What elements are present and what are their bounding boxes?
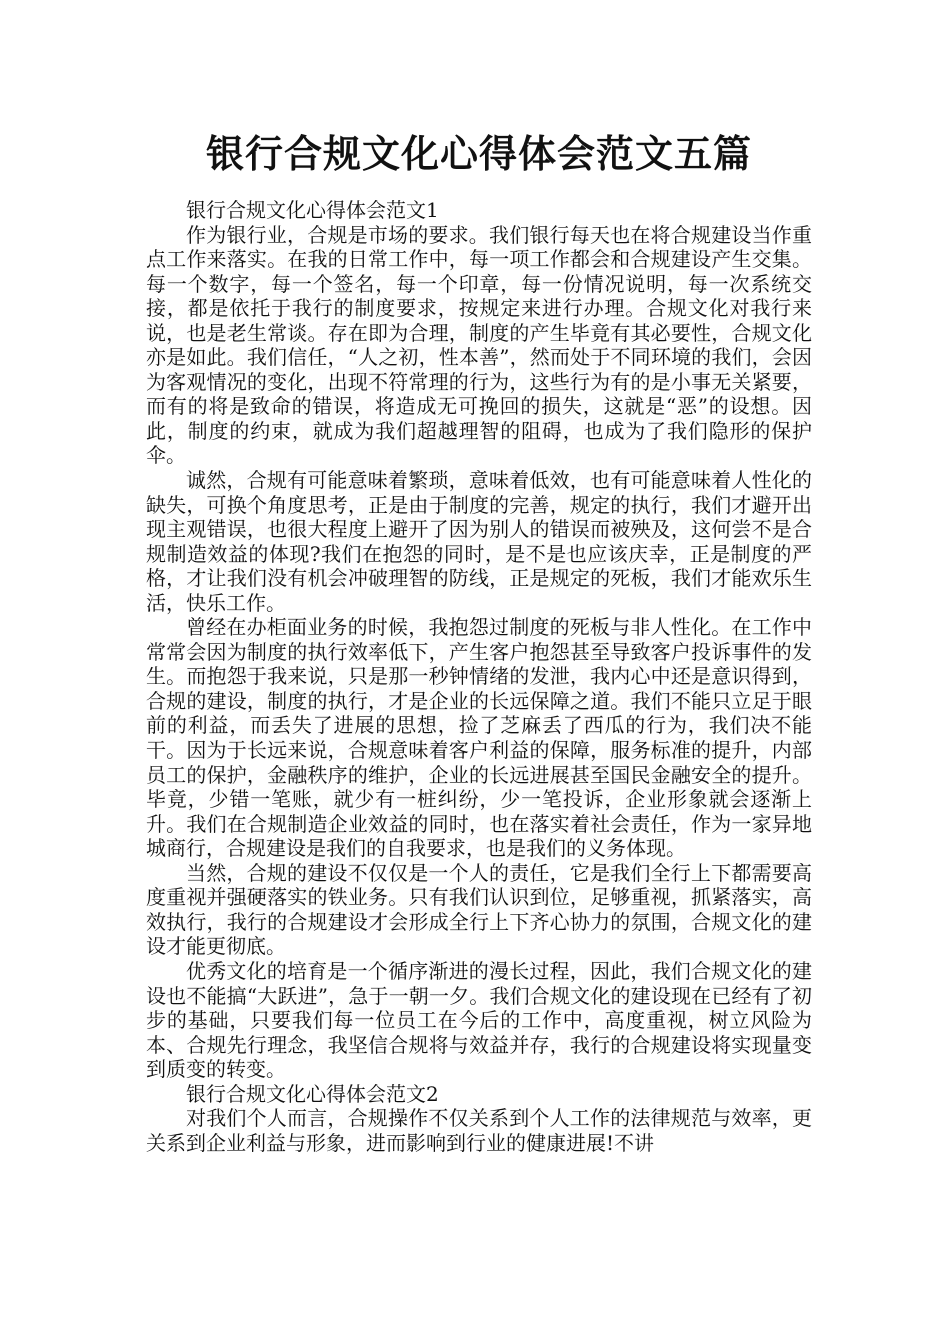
body-paragraph: 当然，合规的建设不仅仅是一个人的责任，它是我们全行上下都需要高度重视并强硬落实的铁业务。只有我们认识到位，足够重视，抓紧落实，高效执行，我行的合规建设才会形成全行上下齐心协力的氛围，合规文化的建设才能更彻底。 — [146, 860, 812, 959]
document-page — [146, 126, 812, 1155]
body-paragraph: 作为银行业，合规是市场的要求。我们银行每天也在将合规建设当作重点工作来落实。在我的日常工作中，每一项工作都会和合规建设产生交集。每一个数字，每一个签名，每一个印章，每一份情况说明，每一次系统交接，都是依托于我行的制度要求，按规定来进行办理。合规文化对我行来说，也是老生常谈。存在即为合理，制度的产生毕竟有其必要性，合规文化亦是如此。我们信任，“人之初，性本善”，然而处于不同环境的我们，会因为客观情况的变化，出现不符常理的行为，这些行为有的是小事无关紧要，而有的将是致命的错误，将造成无可挽回的损失，这就是“恶”的设想。因此，制度的约束，就成为我们超越理智的阻碍，也成为了我们隐形的保护伞。 — [146, 222, 812, 468]
section-heading-2: 银行合规文化心得体会范文2 — [186, 1081, 439, 1106]
body-paragraph: 诚然，合规有可能意味着繁琐，意味着低效，也有可能意味着人性化的缺失，可换个角度思考，正是由于制度的完善，规定的执行，我们才避开出现主观错误，也很大程度上避开了因为别人的错误而被殃及，这何尝不是合规制造效益的体现?我们在抱怨的同时，是不是也应该庆幸，正是制度的严格，才让我们没有机会冲破理智的防线，正是规定的死板，我们才能欢乐生活，快乐工作。 — [146, 468, 812, 615]
document-body — [146, 198, 812, 1155]
body-paragraph: 对我们个人而言，合规操作不仅关系到个人工作的法律规范与效率，更关系到企业利益与形象，进而影响到行业的健康进展!不讲 — [146, 1106, 812, 1155]
document-title: 银行合规文化心得体会范文五篇 — [205, 132, 752, 176]
section-heading-1: 银行合规文化心得体会范文1 — [186, 198, 439, 222]
body-paragraph: 曾经在办柜面业务的时候，我抱怨过制度的死板与非人性化。在工作中常常会因为制度的执行效率低下，产生客户抱怨甚至导致客户投诉事件的发生。而抱怨于我来说，只是那一秒钟情绪的发泄，我内心中还是意识得到，合规的建设，制度的执行，才是企业的长远保障之道。我们不能只立足于眼前的利益，而丢失了进展的思想，捡了芝麻丢了西瓜的行为，我们决不能干。因为于长远来说，合规意味着客户利益的保障，服务标准的提升，内部员工的保护，金融秩序的维护，企业的长远进展甚至国民金融安全的提升。毕竟，少错一笔账，就少有一桩纠纷，少一笔投诉，企业形象就会逐渐上升。我们在合规制造企业效益的同时，也在落实着社会责任，作为一家异地城商行，合规建设是我们的自我要求，也是我们的义务体现。 — [146, 615, 812, 861]
body-paragraph: 优秀文化的培育是一个循序渐进的漫长过程，因此，我们合规文化的建设也不能搞“大跃进”，急于一朝一夕。我们合规文化的建设现在已经有了初步的基础，只要我们每一位员工在今后的工作中，高度重视，树立风险为本、合规先行理念，我坚信合规将与效益并存，我行的合规建设将实现量变到质变的转变。 — [146, 958, 812, 1082]
